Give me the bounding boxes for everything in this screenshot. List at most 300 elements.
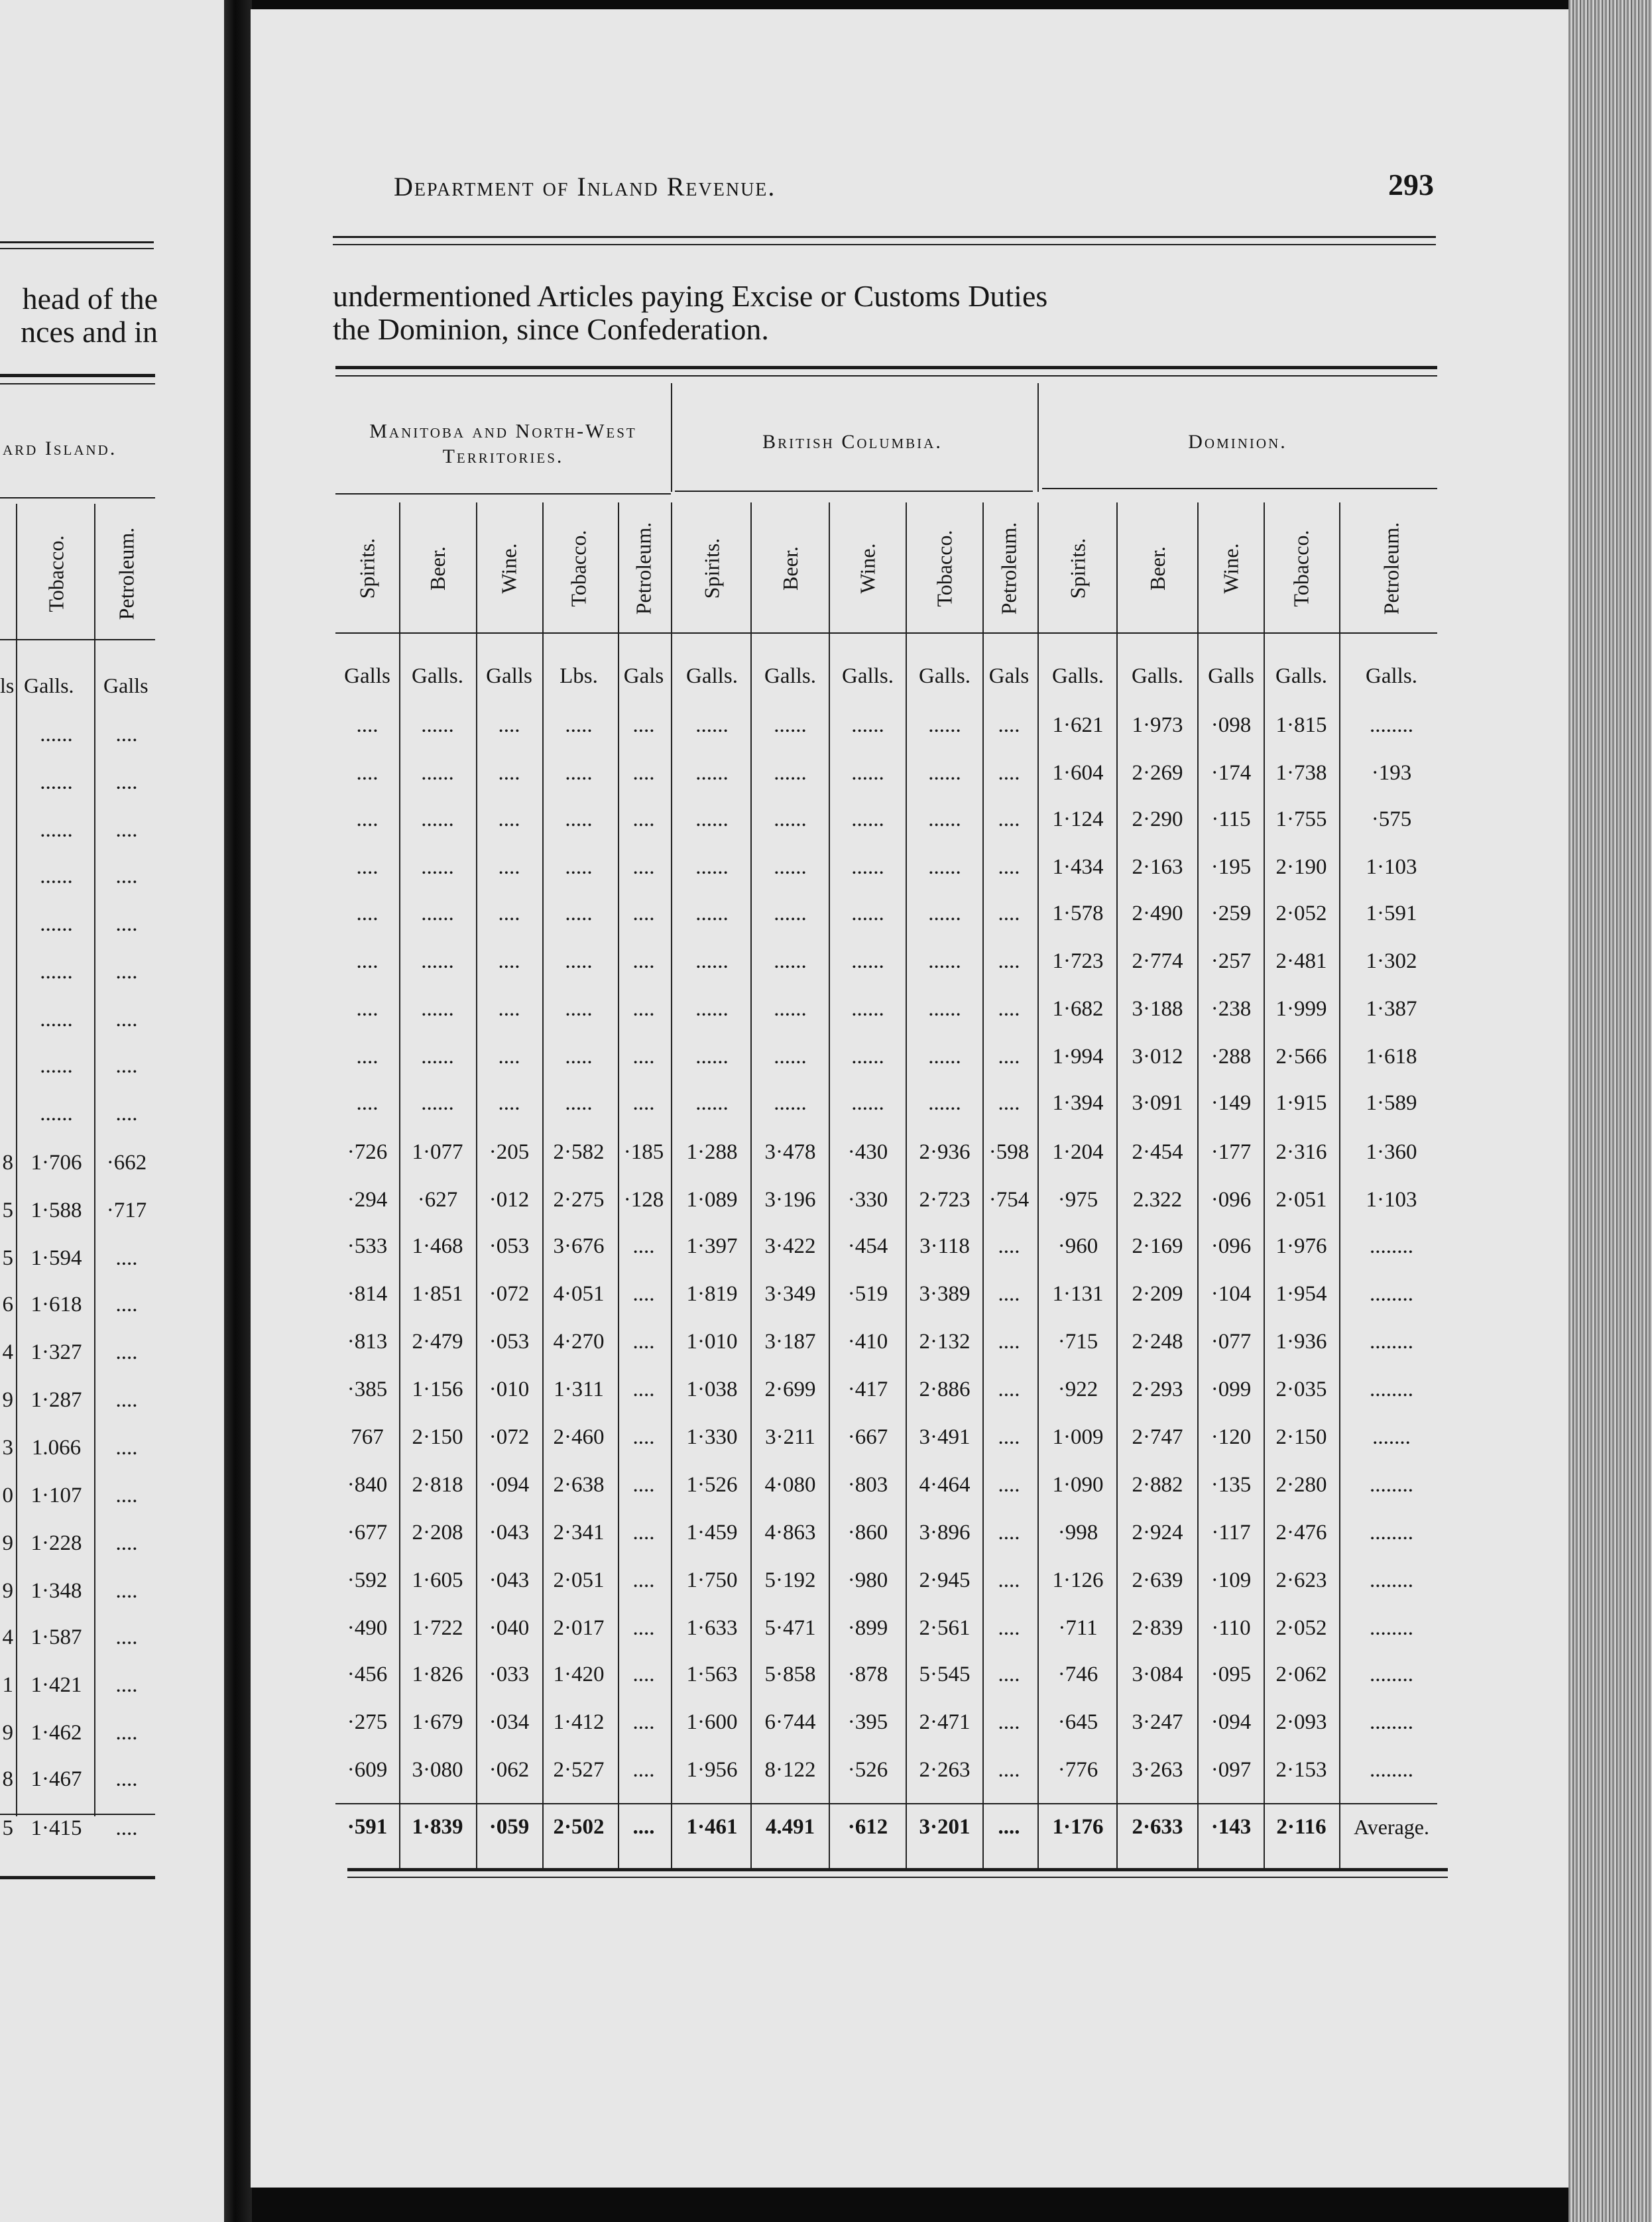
table-cell: .... (632, 713, 655, 737)
left-title-fragment-2: nces and in (21, 315, 158, 349)
table-cell: ·754 (988, 1188, 1030, 1212)
table-cell: ·077 (1210, 1330, 1252, 1354)
left-petroleum-cell: .... (115, 1579, 138, 1603)
table-cell: .... (632, 761, 655, 785)
table-cell: ·115 (1211, 807, 1251, 831)
table-cell: ·040 (489, 1616, 530, 1640)
table-cell: .... (356, 713, 379, 737)
average-cell: 2·633 (1132, 1815, 1183, 1839)
table-cell: 2·818 (412, 1473, 463, 1497)
left-tobacco-cell: ...... (40, 723, 73, 746)
left-bottom-rule (0, 1876, 155, 1879)
table-cell: 2·774 (1132, 949, 1183, 973)
table-cell: .... (356, 807, 379, 831)
average-cell: 1·461 (686, 1815, 738, 1839)
table-cell: 1·954 (1275, 1282, 1327, 1306)
table-cell: 1·682 (1052, 997, 1104, 1021)
left-tobacco-cell: 1·706 (30, 1151, 82, 1175)
table-cell: 2·153 (1275, 1758, 1327, 1782)
table-cell: 2·150 (412, 1425, 463, 1449)
col-header-bc-petroleum (985, 505, 1033, 631)
table-cell: 1·973 (1132, 713, 1183, 737)
table-cell: ·592 (347, 1568, 388, 1592)
table-cell: 1·009 (1052, 1425, 1104, 1449)
column-header-label: Petroleum. (1379, 522, 1403, 614)
table-cell: ...... (851, 761, 884, 785)
left-vline-1 (16, 504, 17, 1816)
table-cell: ...... (928, 855, 961, 879)
table-cell: 2·293 (1132, 1377, 1183, 1401)
left-tobacco-cell: 1·348 (30, 1579, 82, 1603)
table-cell: 1·578 (1052, 902, 1104, 925)
left-tobacco-cell: 1·594 (30, 1246, 82, 1270)
table-cell: 4·464 (919, 1473, 971, 1497)
table-cell: ·205 (489, 1140, 530, 1164)
column-header-label: Wine. (1218, 542, 1243, 594)
table-cell: 2·886 (919, 1377, 971, 1401)
left-col-tobacco (19, 510, 94, 636)
table-cell: 2·017 (553, 1616, 605, 1640)
column-header-label: Beer. (425, 546, 449, 591)
table-cell: 6·744 (764, 1710, 816, 1734)
table-cell: ·094 (1210, 1710, 1252, 1734)
table-cell: 2·471 (919, 1710, 971, 1734)
left-petroleum-cell: .... (115, 1246, 138, 1270)
unit-label: Gals (623, 664, 664, 688)
col-header-bc-wine (830, 505, 906, 631)
table-cell: 1·851 (412, 1282, 463, 1306)
table-cell: .... (632, 1663, 655, 1686)
left-tobacco-cell: 1·467 (30, 1767, 82, 1791)
table-cell: ..... (565, 997, 593, 1021)
table-cell: .... (998, 1425, 1020, 1449)
column-header-label: Spirits. (699, 538, 724, 599)
table-cell: ...... (421, 761, 454, 785)
table-cell: ·098 (1210, 713, 1252, 737)
table-cell: 2·566 (1275, 1045, 1327, 1069)
left-row-prefix: 1 (2, 1673, 13, 1697)
table-cell: .... (998, 1045, 1020, 1069)
table-cell: ·456 (347, 1663, 388, 1686)
left-petroleum-cell: .... (115, 1484, 138, 1507)
table-cell: ·288 (1210, 1045, 1252, 1069)
left-tobacco-cell: 1·107 (30, 1484, 82, 1507)
left-header-rule (0, 639, 155, 640)
table-cell: .... (998, 855, 1020, 879)
average-cell: ·143 (1210, 1815, 1252, 1839)
table-cell: ...... (774, 1045, 807, 1069)
bottom-rule-thin (347, 1877, 1448, 1878)
column-divider (1037, 502, 1039, 1868)
table-cell: ·096 (1210, 1234, 1252, 1258)
left-tobacco-cell: ...... (40, 1102, 73, 1126)
table-cell: 2·290 (1132, 807, 1183, 831)
table-cell: .... (998, 713, 1020, 737)
table-cell: ...... (928, 1091, 961, 1115)
table-cell: ...... (774, 1091, 807, 1115)
table-cell: 2·209 (1132, 1282, 1183, 1306)
table-cell: ...... (421, 949, 454, 973)
left-petroleum-cell: .... (115, 1293, 138, 1316)
table-cell: .... (498, 949, 520, 973)
table-cell: ·454 (847, 1234, 888, 1258)
table-cell: ........ (1370, 713, 1413, 737)
table-cell: ·878 (847, 1663, 888, 1686)
left-petroleum-cell: .... (115, 1436, 138, 1460)
table-cell: .... (632, 1473, 655, 1497)
running-header (394, 171, 776, 202)
table-cell: 2·093 (1275, 1710, 1327, 1734)
table-cell: ·526 (847, 1758, 888, 1782)
table-cell: 5·858 (764, 1663, 816, 1686)
unit-label: Galls. (1366, 664, 1417, 688)
table-cell: .... (498, 761, 520, 785)
column-header-label: Tobacco. (566, 530, 591, 607)
table-cell: 1·311 (554, 1377, 604, 1401)
table-cell: 5·471 (764, 1616, 816, 1640)
table-cell: ·803 (847, 1473, 888, 1497)
unit-label: Galls. (686, 664, 738, 688)
table-cell: ·417 (847, 1377, 888, 1401)
column-header-label: Spirits. (1065, 538, 1090, 599)
table-cell: 2·051 (553, 1568, 605, 1592)
left-petroleum-cell: .... (115, 770, 138, 794)
table-cell: ·010 (489, 1377, 530, 1401)
table-cell: ...... (851, 1045, 884, 1069)
column-header-label: Petroleum. (996, 522, 1021, 614)
table-cell: .... (632, 1282, 655, 1306)
table-cell: 2·263 (919, 1758, 971, 1782)
average-cell: ·612 (847, 1815, 888, 1839)
table-cell: 2·623 (1275, 1568, 1327, 1592)
table-cell: .... (998, 1568, 1020, 1592)
table-cell: .... (632, 1377, 655, 1401)
table-cell: .... (498, 855, 520, 879)
table-cell: 1·302 (1366, 949, 1417, 973)
table-cell: 1·288 (686, 1140, 738, 1164)
left-tobacco-cell: ...... (40, 770, 73, 794)
table-cell: 1·010 (686, 1330, 738, 1354)
table-cell: .... (632, 1758, 655, 1782)
table-cell: 2·839 (1132, 1616, 1183, 1640)
table-cell: ·980 (847, 1568, 888, 1592)
table-cell: .... (632, 1710, 655, 1734)
left-petroleum-cell: .... (115, 960, 138, 984)
table-cell: 1·360 (1366, 1140, 1417, 1164)
left-tobacco-cell: 1·618 (30, 1293, 82, 1316)
column-header-label: Tobacco. (1289, 530, 1313, 607)
table-cell: .... (356, 855, 379, 879)
column-divider (1339, 502, 1340, 1868)
table-cell: 2·052 (1275, 902, 1327, 925)
table-cell: ...... (695, 761, 729, 785)
table-cell: 1·999 (1275, 997, 1327, 1021)
table-cell: ...... (695, 997, 729, 1021)
table-cell: 2·150 (1275, 1425, 1327, 1449)
left-unit-2: Galls (103, 673, 148, 697)
table-cell: ·033 (489, 1663, 530, 1686)
table-cell: 1·459 (686, 1521, 738, 1545)
unit-label: Galls. (412, 664, 463, 688)
table-cell: 1·679 (412, 1710, 463, 1734)
bottom-rule-thick (347, 1868, 1448, 1871)
table-cell: 3·896 (919, 1521, 971, 1545)
table-cell: ·726 (347, 1140, 388, 1164)
table-cell: ·598 (988, 1140, 1030, 1164)
table-cell: .... (632, 1091, 655, 1115)
column-header-label: Wine. (497, 542, 521, 594)
table-cell: 2·052 (1275, 1616, 1327, 1640)
left-title-rule-2 (0, 383, 155, 384)
table-cell: ...... (851, 902, 884, 925)
table-cell: .... (498, 902, 520, 925)
table-cell: 2·639 (1132, 1568, 1183, 1592)
table-cell: .... (998, 1377, 1020, 1401)
unit-label: Galls. (919, 664, 971, 688)
left-row-prefix: 3 (2, 1436, 13, 1460)
left-row-prefix: 4 (2, 1340, 13, 1364)
left-tobacco-cell: 1·327 (30, 1340, 82, 1364)
left-row-prefix: 5 (2, 1199, 13, 1222)
table-cell: ·715 (1057, 1330, 1098, 1354)
table-cell: ...... (851, 713, 884, 737)
left-row-prefix: 0 (2, 1484, 13, 1507)
table-cell: 2·280 (1275, 1473, 1327, 1497)
table-cell: ...... (421, 997, 454, 1021)
unit-label: Galls. (1052, 664, 1104, 688)
table-cell: ·034 (489, 1710, 530, 1734)
table-cell: 4·270 (553, 1330, 605, 1354)
table-cell: ·385 (347, 1377, 388, 1401)
col-header-manitoba-wine (479, 505, 540, 631)
table-cell: 2.322 (1132, 1188, 1183, 1212)
table-cell: .... (632, 1234, 655, 1258)
table-cell: ·043 (489, 1521, 530, 1545)
table-cell: 1·915 (1275, 1091, 1327, 1115)
table-cell: ...... (421, 902, 454, 925)
left-petroleum-cell: .... (115, 1816, 138, 1840)
group-manitoba: Manitoba and North-West Territories. (369, 420, 637, 467)
table-cell: 1·563 (686, 1663, 738, 1686)
left-title-fragment-1: head of the (22, 282, 158, 316)
table-cell: 1·633 (686, 1616, 738, 1640)
average-cell: .... (632, 1815, 655, 1839)
table-cell: ...... (695, 1045, 729, 1069)
table-cell: ·490 (347, 1616, 388, 1640)
table-cell: ·519 (847, 1282, 888, 1306)
left-petroleum-cell: .... (115, 912, 138, 936)
table-cell: ·677 (347, 1521, 388, 1545)
col-header-manitoba-petroleum (619, 505, 668, 631)
left-top-rule-2 (0, 248, 154, 249)
table-cell: ...... (928, 761, 961, 785)
table-cell: 1·131 (1052, 1282, 1104, 1306)
table-cell: .... (998, 1330, 1020, 1354)
table-cell: 2·638 (553, 1473, 605, 1497)
col-header-dominion-tobacco (1265, 505, 1338, 631)
table-cell: ·840 (347, 1473, 388, 1497)
table-cell: 4·051 (553, 1282, 605, 1306)
table-cell: 1·956 (686, 1758, 738, 1782)
table-cell: ·899 (847, 1616, 888, 1640)
left-row-prefix: 8 (2, 1767, 13, 1791)
table-cell: ·609 (347, 1758, 388, 1782)
left-row-prefix: 5 (2, 1246, 13, 1270)
column-header-label: Beer. (1145, 546, 1169, 591)
table-cell: ..... (565, 807, 593, 831)
table-cell: 2·460 (553, 1425, 605, 1449)
table-cell: ·645 (1057, 1710, 1098, 1734)
table-cell: ..... (565, 761, 593, 785)
table-cell: ·776 (1057, 1758, 1098, 1782)
table-cell: ........ (1370, 1663, 1413, 1686)
left-row-prefix: 9 (2, 1388, 13, 1412)
left-row-prefix: 9 (2, 1721, 13, 1745)
left-row-prefix: 4 (2, 1625, 13, 1649)
col-header-dominion-petroleum (1346, 505, 1437, 631)
table-cell: 1·591 (1366, 902, 1417, 925)
table-cell: ..... (565, 1091, 593, 1115)
left-tobacco-cell: 1.066 (31, 1436, 82, 1460)
table-cell: ...... (774, 997, 807, 1021)
average-cell: 2·116 (1276, 1815, 1327, 1839)
left-group-fragment: ard Island. (3, 438, 117, 459)
left-tobacco-cell: 1·588 (30, 1199, 82, 1222)
column-divider (476, 502, 477, 1868)
table-cell: 1·397 (686, 1234, 738, 1258)
left-col-tobacco-label: Tobacco. (44, 535, 68, 612)
left-petroleum-cell: .... (115, 1767, 138, 1791)
table-cell: ...... (928, 949, 961, 973)
average-cell: Average. (1354, 1815, 1429, 1839)
average-cell: .... (998, 1815, 1020, 1839)
col-header-manitoba-tobacco (542, 505, 615, 631)
table-cell: 1·330 (686, 1425, 738, 1449)
table-cell: ·117 (1211, 1521, 1251, 1545)
left-tobacco-cell: ...... (40, 818, 73, 842)
table-cell: 1·819 (686, 1282, 738, 1306)
left-petroleum-cell: .... (115, 1625, 138, 1649)
table-cell: ...... (928, 902, 961, 925)
table-cell: ·533 (347, 1234, 388, 1258)
table-cell: ........ (1370, 1568, 1413, 1592)
table-cell: .... (998, 1663, 1020, 1686)
table-cell: ·097 (1210, 1758, 1252, 1782)
table-cell: .... (356, 1045, 379, 1069)
column-divider (399, 502, 400, 1868)
table-cell: .... (632, 1616, 655, 1640)
table-cell: ·120 (1210, 1425, 1252, 1449)
table-cell: ...... (421, 1045, 454, 1069)
table-cell: .... (356, 1091, 379, 1115)
table-cell: 2·924 (1132, 1521, 1183, 1545)
table-cell: ........ (1370, 1710, 1413, 1734)
table-cell: 2·062 (1275, 1663, 1327, 1686)
table-cell: ..... (565, 855, 593, 879)
table-cell: ........ (1370, 1521, 1413, 1545)
col-header-bc-tobacco (907, 505, 982, 631)
table-cell: ...... (421, 713, 454, 737)
table-cell: 3·084 (1132, 1663, 1183, 1686)
left-tobacco-cell: 1·287 (30, 1388, 82, 1412)
table-cell: ...... (421, 807, 454, 831)
table-cell: 2·454 (1132, 1140, 1183, 1164)
unit-label: Galls. (1132, 664, 1183, 688)
table-cell: 2·190 (1275, 855, 1327, 879)
table-cell: ...... (695, 713, 729, 737)
column-header-label: Spirits. (355, 538, 379, 599)
table-cell: .... (632, 1425, 655, 1449)
left-row-prefix: 9 (2, 1531, 13, 1555)
table-cell: ·998 (1057, 1521, 1098, 1545)
table-cell: ·960 (1057, 1234, 1098, 1258)
table-cell: 1·976 (1275, 1234, 1327, 1258)
table-cell: ·294 (347, 1188, 388, 1212)
left-unit-0: ls (0, 673, 15, 697)
table-cell: ·096 (1210, 1188, 1252, 1212)
left-petroleum-cell: .... (115, 1054, 138, 1078)
table-cell: 2·561 (919, 1616, 971, 1640)
table-cell: 2·476 (1275, 1521, 1327, 1545)
table-cell: 3·478 (764, 1140, 816, 1164)
table-cell: 1·124 (1052, 807, 1104, 831)
table-cell: 2·163 (1132, 855, 1183, 879)
unit-label: Galls (1208, 664, 1254, 688)
table-cell: 1·387 (1366, 997, 1417, 1021)
table-cell: 1·604 (1052, 761, 1104, 785)
table-cell: ........ (1370, 1234, 1413, 1258)
table-cell: 1·204 (1052, 1140, 1104, 1164)
group-divider-1 (671, 383, 672, 492)
left-avg-rule (0, 1814, 155, 1815)
average-cell: 3·201 (919, 1815, 971, 1839)
table-cell: 1·755 (1275, 807, 1327, 831)
table-cell: ...... (774, 807, 807, 831)
column-header-label: Petroleum. (631, 522, 656, 614)
group-rule-bc (675, 491, 1033, 492)
table-cell: ·185 (623, 1140, 664, 1164)
table-cell: 3·211 (765, 1425, 815, 1449)
table-cell: 767 (351, 1425, 384, 1449)
table-cell: 1·722 (412, 1616, 463, 1640)
table-cell: 3·196 (764, 1188, 816, 1212)
table-cell: ...... (774, 949, 807, 973)
table-cell: 1·420 (553, 1663, 605, 1686)
table-cell: ...... (774, 855, 807, 879)
left-tobacco-cell: 1·587 (30, 1625, 82, 1649)
left-tobacco-cell: ...... (40, 1008, 73, 1031)
table-cell: ·053 (489, 1234, 530, 1258)
table-cell: .... (498, 1045, 520, 1069)
table-cell: ...... (851, 1091, 884, 1115)
table-cell: ·062 (489, 1758, 530, 1782)
table-cell: .... (632, 1521, 655, 1545)
left-tobacco-cell: ...... (40, 1054, 73, 1078)
col-header-dominion-spirits (1039, 505, 1116, 631)
table-cell: .... (356, 761, 379, 785)
left-petroleum-cell: .... (115, 723, 138, 746)
left-petroleum-cell: .... (115, 1673, 138, 1697)
table-cell: 1·738 (1275, 761, 1327, 785)
table-cell: ·275 (347, 1710, 388, 1734)
left-petroleum-cell: .... (115, 1340, 138, 1364)
table-cell: ·072 (489, 1425, 530, 1449)
table-cell: 2·723 (919, 1188, 971, 1212)
table-cell: ·975 (1057, 1188, 1098, 1212)
table-cell: .... (632, 1568, 655, 1592)
table-cell: ·238 (1210, 997, 1252, 1021)
unit-label: Galls (344, 664, 390, 688)
